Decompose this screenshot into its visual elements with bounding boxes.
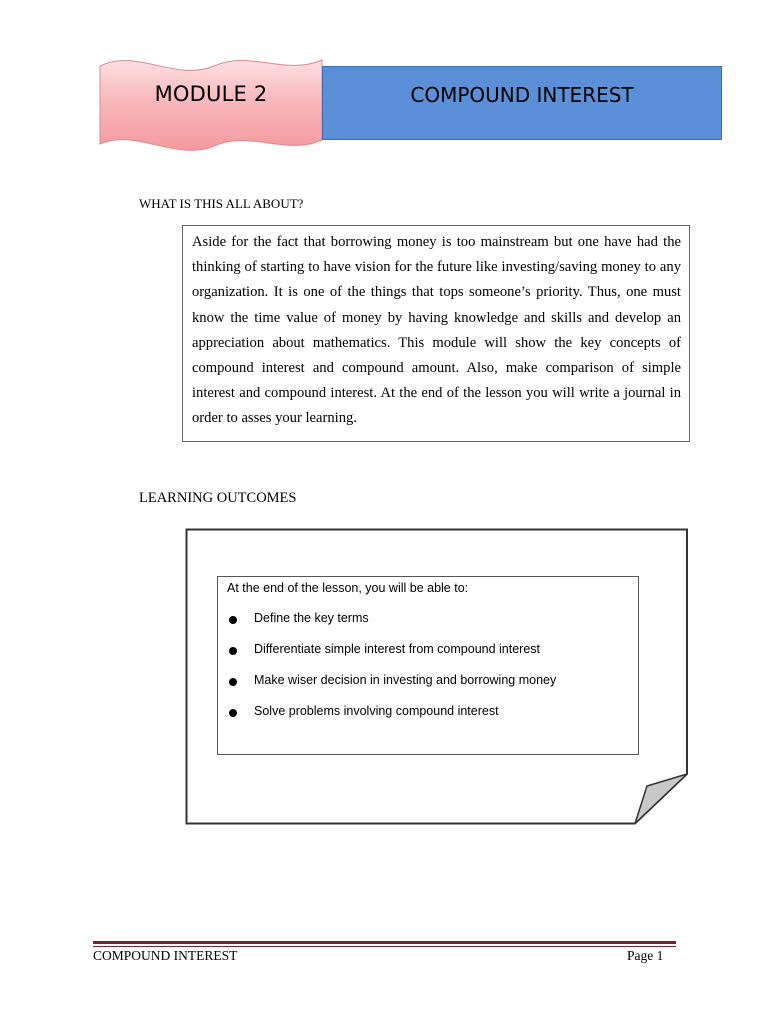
footer-rule bbox=[93, 941, 676, 944]
outcome-text: Solve problems involving compound interest bbox=[254, 704, 499, 718]
footer-rule-thin bbox=[93, 946, 676, 947]
footer-title: COMPOUND INTEREST bbox=[93, 948, 238, 963]
bullet-icon bbox=[229, 647, 237, 655]
outcome-text: Define the key terms bbox=[254, 611, 369, 625]
outcome-text: Make wiser decision in investing and borrowing money bbox=[254, 673, 557, 687]
page-title: COMPOUND INTEREST bbox=[410, 83, 634, 107]
about-heading: WHAT IS THIS ALL ABOUT? bbox=[139, 196, 304, 211]
outcomes-heading: LEARNING OUTCOMES bbox=[139, 490, 297, 506]
about-box bbox=[182, 225, 690, 442]
bullet-icon bbox=[229, 709, 237, 717]
about-paragraph: Aside for the fact that borrowing money is too mainstream but one have had the thinking of starting to have vision for the future like investing/saving money to any organization. It is one of the things that tops someone’s priority. Thus, one must know the time value of money by having knowledge and skills and develop an appreciation about mathematics. This module will show the key concepts of compound interest and compound amount. Also, make comparison of simple interest and compound interest. At the end of the lesson you will write a journal in order to asses your learning. bbox=[192, 234, 681, 427]
outcomes-intro: At the end of the lesson, you will be able to: bbox=[227, 581, 469, 595]
outcomes-page bbox=[185, 528, 689, 825]
module-badge bbox=[96, 52, 326, 156]
outcome-text: Differentiate simple interest from compound interest bbox=[254, 642, 541, 656]
bullet-icon bbox=[229, 616, 237, 624]
page-number: Page 1 bbox=[627, 948, 664, 963]
title-banner bbox=[322, 66, 722, 140]
bullet-icon bbox=[229, 678, 237, 686]
module-label: MODULE 2 bbox=[154, 82, 268, 106]
outcomes-box bbox=[217, 576, 639, 755]
